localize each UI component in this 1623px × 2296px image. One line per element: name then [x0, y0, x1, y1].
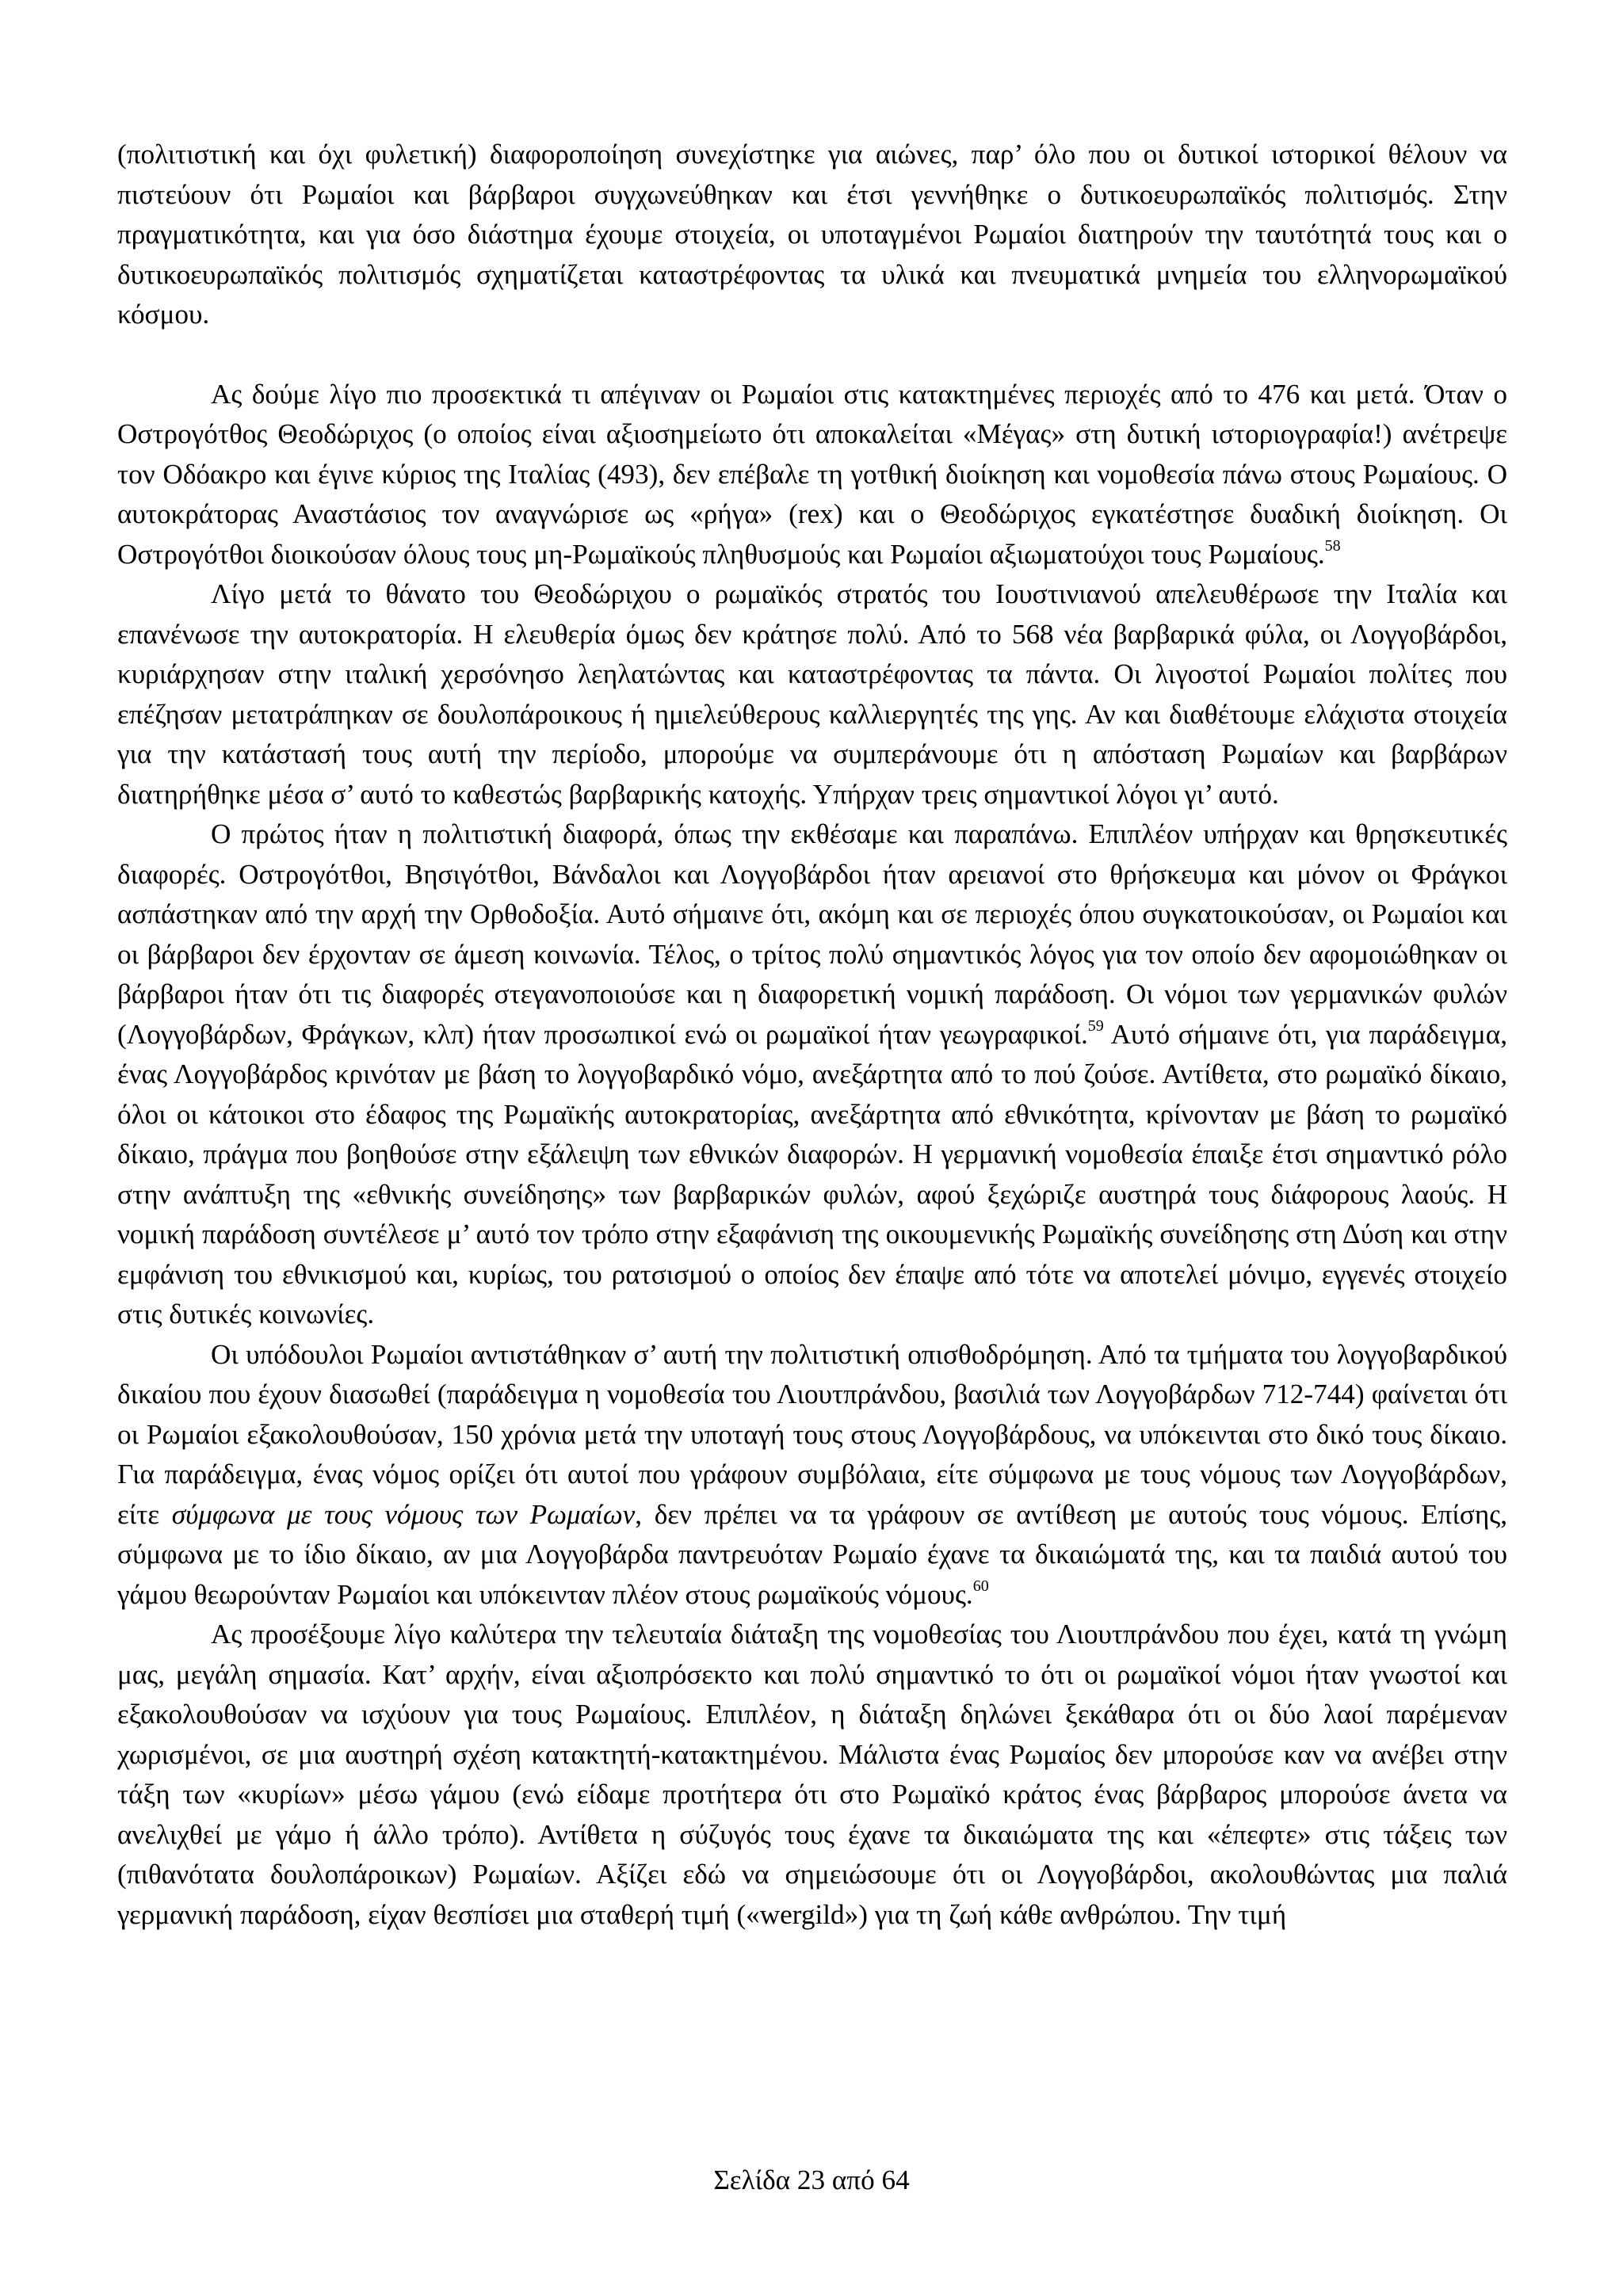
document-body	[117, 135, 1507, 1935]
page-number-footer	[0, 2161, 1623, 2200]
paragraph-1-text: (πολιτιστική και όχι φυλετική) διαφοροποίηση συνεχίστηκε για αιώνες, παρ’ όλο που οι δυτικοί ιστορικοί θέλουν να πιστεύουν ότι Ρωμαίοι και βάρβαροι συγχωνεύθηκαν και έτσι γεννήθηκε ο δυτικοευρωπαϊκός πολιτισμός. Στην πραγματικότητα, και για όσο διάστημα έχουμε στοιχεία, οι υποταγμένοι Ρωμαίοι διατηρούν την ταυτότητά τους και ο δυτικοευρωπαϊκός πολιτισμός σχηματίζεται καταστρέφοντας τα υλικά και πνευματικά μνημεία του ελληνορωμαϊκού κόσμου.	[117, 139, 1507, 330]
footnote-ref-59[interactable]: 59	[1087, 1016, 1104, 1035]
footnote-ref-60[interactable]: 60	[972, 1577, 989, 1595]
paragraph-2-text: Ας δούμε λίγο πιο προσεκτικά τι απέγιναν οι Ρωμαίοι στις κατακτημένες περιοχές από το 476 και μετά. Όταν ο Οστρογότθος Θεοδώριχος (ο οποίος είναι αξιοσημείωτο ότι αποκαλείται «Μέγας» στη δυτική ιστοριογραφία!) ανέτρεψε τον Οδόακρο και έγινε κύριος της Ιταλίας (493), δεν επέβαλε τη γοτθική διοίκηση και νομοθεσία πάνω στους Ρωμαίους. Ο αυτοκράτορας Αναστάσιος τον αναγνώρισε ως «ρήγα» (rex) και ο Θεοδώριχος εγκατέστησε δυαδική διοίκηση. Οι Οστρογότθοι διοικούσαν όλους τους μη-Ρωμαϊκούς πληθυσμούς και Ρωμαίοι αξιωματούχοι τους Ρωμαίους.	[117, 378, 1507, 570]
paragraph-3	[117, 574, 1507, 814]
paragraph-5	[117, 1335, 1507, 1615]
paragraph-spacer	[117, 335, 1507, 375]
footnote-ref-58[interactable]: 58	[1324, 536, 1341, 555]
paragraph-5-text-after: , δεν πρέπει να τα γράφουν σε αντίθεση με αυτούς τους νόμους. Επίσης, σύμφωνα με το ίδιο δίκαιο, αν μια Λογγοβάρδα παντρευόταν Ρωμαίο έχανε τα δικαιώματά της, και τα παιδιά αυτού του γάμου θεωρούνταν Ρωμαίοι και υπόκεινταν πλέον στους ρωμαϊκούς νόμους.	[117, 1498, 1507, 1610]
paragraph-1	[117, 135, 1507, 335]
paragraph-3-text: Λίγο μετά το θάνατο του Θεοδώριχου ο ρωμαϊκός στρατός του Ιουστινιανού απελευθέρωσε την Ιταλία και επανένωσε την αυτοκρατορία. Η ελευθερία όμως δεν κράτησε πολύ. Από το 568 νέα βαρβαρικά φύλα, οι Λογγοβάρδοι, κυριάρχησαν στην ιταλική χερσόνησο λεηλατώντας και καταστρέφοντας τα πάντα. Οι λιγοστοί Ρωμαίοι πολίτες που επέζησαν μετατράπηκαν σε δουλοπάροικους ή ημιελεύθερους καλλιεργητές της γης. Αν και διαθέτουμε ελάχιστα στοιχεία για την κατάστασή τους αυτή την περίοδο, μπορούμε να συμπεράνουμε ότι η απόσταση Ρωμαίων και βαρβάρων διατηρήθηκε μέσα σ’ αυτό το καθεστώς βαρβαρικής κατοχής. Υπήρχαν τρεις σημαντικοί λόγοι γι’ αυτό.	[117, 578, 1507, 810]
paragraph-5-italic-phrase: σύμφωνα με τους νόμους των Ρωμαίων	[171, 1498, 636, 1530]
paragraph-2	[117, 375, 1507, 575]
paragraph-4-text-after: Αυτό σήμαινε ότι, για παράδειγμα, ένας Λογγοβάρδος κρινόταν με βάση το λογγοβαρδικό νόμο, ανεξάρτητα από το πού ζούσε. Αντίθετα, στο ρωμαϊκό δίκαιο, όλοι οι κάτοικοι στο έδαφος της Ρωμαϊκής αυτοκρατορίας, ανεξάρτητα από εθνικότητα, κρίνονταν με βάση το ρωμαϊκό δίκαιο, πράγμα που βοηθούσε στην εξάλειψη των εθνικών διαφορών. Η γερμανική νομοθεσία έπαιξε έτσι σημαντικό ρόλο στην ανάπτυξη της «εθνικής συνείδησης» των βαρβαρικών φυλών, αφού ξεχώριζε αυστηρά τους διάφορους λαούς. Η νομική παράδοση συντέλεσε μ’ αυτό τον τρόπο στην εξαφάνιση της οικουμενικής Ρωμαϊκής συνείδησης στη Δύση και στην εμφάνιση του εθνικισμού και, κυρίως, του ρατσισμού ο οποίος δεν έπαψε από τότε να αποτελεί μόνιμο, εγγενές στοιχείο στις δυτικές κοινωνίες.	[117, 1018, 1507, 1329]
paragraph-6	[117, 1615, 1507, 1935]
paragraph-5-text-before: Οι υπόδουλοι Ρωμαίοι αντιστάθηκαν σ’ αυτή την πολιτιστική οπισθοδρόμηση. Από τα τμήματα του λογγοβαρδικού δικαίου που έχουν διασωθεί (παράδειγμα η νομοθεσία του Λιουτπράνδου, βασιλιά των Λογγοβάρδων 712-744) φαίνεται ότι οι Ρωμαίοι εξακολουθούσαν, 150 χρόνια μετά την υποταγή τους στους Λογγοβάρδους, να υπόκεινται στο δικό τους δίκαιο. Για παράδειγμα, ένας νόμος ορίζει ότι αυτοί που γράφουν συμβόλαια, είτε σύμφωνα με τους νόμους των Λογγοβάρδων, είτε	[117, 1338, 1507, 1530]
paragraph-4-text-before: Ο πρώτος ήταν η πολιτιστική διαφορά, όπως την εκθέσαμε και παραπάνω. Επιπλέον υπήρχαν και θρησκευτικές διαφορές. Οστρογότθοι, Βησιγότθοι, Βάνδαλοι και Λογγοβάρδοι ήταν αρειανοί στο θρήσκευμα και μόνον οι Φράγκοι ασπάστηκαν από την αρχή την Ορθοδοξία. Αυτό σήμαινε ότι, ακόμη και σε περιοχές όπου συγκατοικούσαν, οι Ρωμαίοι και οι βάρβαροι δεν έρχονταν σε άμεση κοινωνία. Τέλος, ο τρίτος πολύ σημαντικός λόγος για τον οποίο δεν αφομοιώθηκαν οι βάρβαροι ήταν ότι τις διαφορές στεγανοποιούσε και η διαφορετική νομική παράδοση. Οι νόμοι των γερμανικών φυλών (Λογγοβάρδων, Φράγκων, κλπ) ήταν προσωπικοί ενώ οι ρωμαϊκοί ήταν γεωγραφικοί.	[117, 818, 1507, 1050]
paragraph-6-text: Ας προσέξουμε λίγο καλύτερα την τελευταία διάταξη της νομοθεσίας του Λιουτπράνδου που έχει, κατά τη γνώμη μας, μεγάλη σημασία. Κατ’ αρχήν, είναι αξιοπρόσεκτο και πολύ σημαντικό το ότι οι ρωμαϊκοί νόμοι ήταν γνωστοί και εξακολουθούσαν να ισχύουν για τους Ρωμαίους. Επιπλέον, η διάταξη δηλώνει ξεκάθαρα ότι οι δύο λαοί παρέμεναν χωρισμένοι, σε μια αυστηρή σχέση κατακτητή-κατακτημένου. Μάλιστα ένας Ρωμαίος δεν μπορούσε καν να ανέβει στην τάξη των «κυρίων» μέσω γάμου (ενώ είδαμε προτήτερα ότι στο Ρωμαϊκό κράτος ένας βάρβαρος μπορούσε άνετα να ανελιχθεί με γάμο ή άλλο τρόπο). Αντίθετα η σύζυγός τους έχανε τα δικαιώματα της και «έπεφτε» στις τάξεις των (πιθανότατα δουλοπάροικων) Ρωμαίων. Αξίζει εδώ να σημειώσουμε ότι οι Λογγοβάρδοι, ακολουθώντας μια παλιά γερμανική παράδοση, είχαν θεσπίσει μια σταθερή τιμή («wergild») για τη ζωή κάθε ανθρώπου. Την τιμή	[117, 1619, 1507, 1930]
page-number-label: Σελίδα 23 από 64	[713, 2164, 910, 2195]
paragraph-4	[117, 814, 1507, 1335]
